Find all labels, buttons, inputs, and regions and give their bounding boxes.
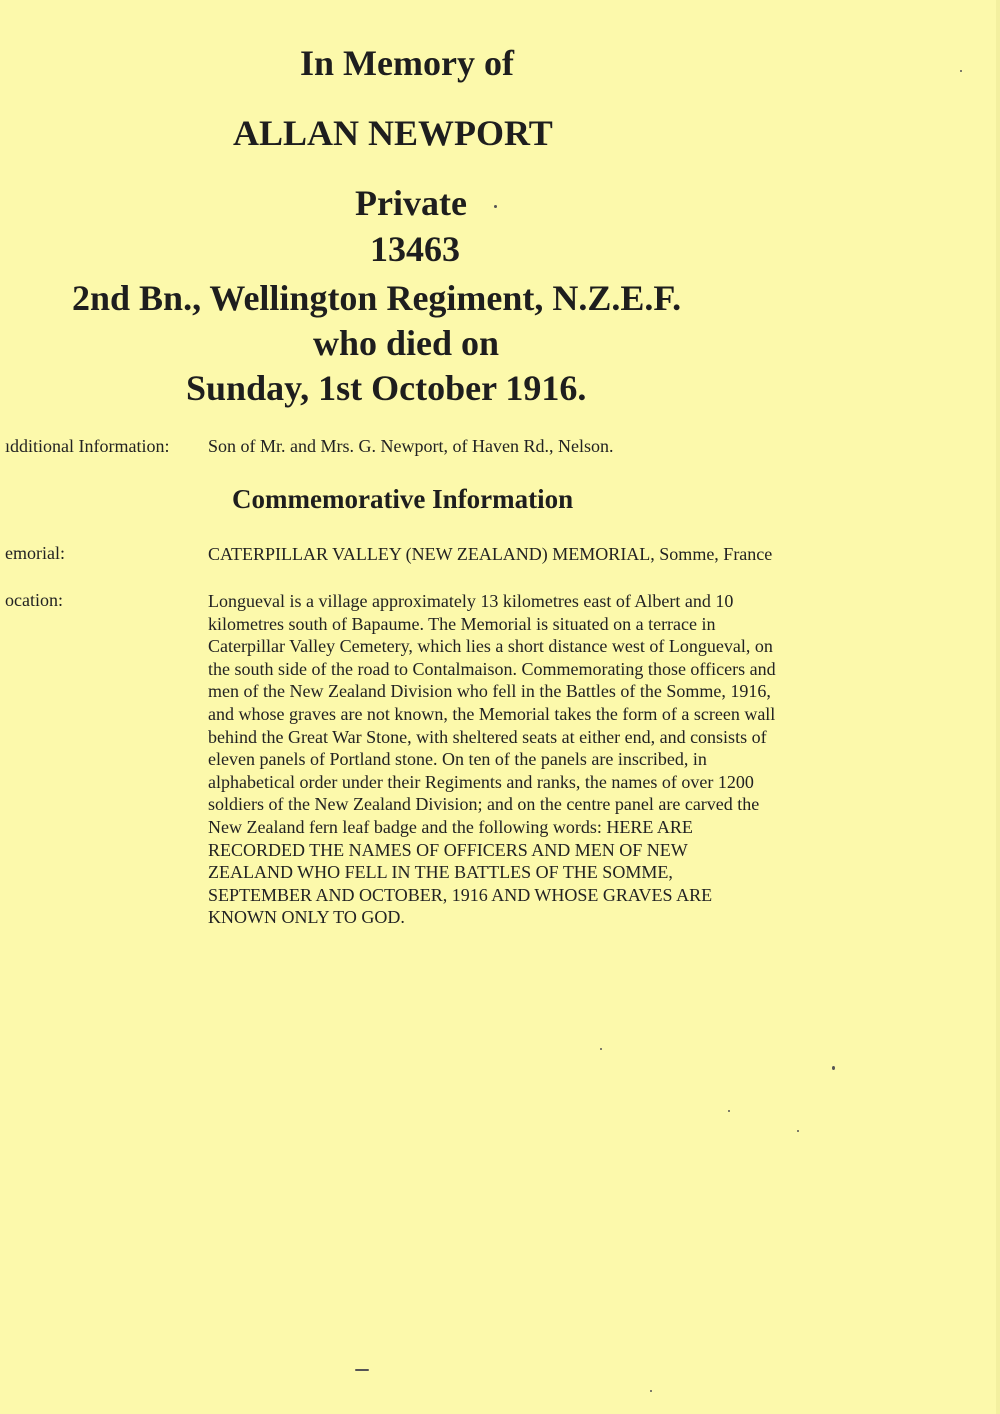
location-line: and whose graves are not known, the Memorial takes the form of a screen wall (208, 703, 776, 724)
location-line: soldiers of the New Zealand Division; and on the centre panel are carved the (208, 794, 760, 815)
location-line: RECORDED THE NAMES OF OFFICERS AND MEN OF NEW (208, 839, 688, 860)
scan-speck (832, 1066, 835, 1070)
memorial-value: CATERPILLAR VALLEY (NEW ZEALAND) MEMORIAL, Somme, France (208, 544, 773, 564)
scan-speck (355, 1369, 369, 1371)
location-line: behind the Great War Stone, with sheltered seats at either end, and consists of (208, 726, 767, 747)
location-line: alphabetical order under their Regiments and ranks, the names of over 1200 (208, 771, 754, 792)
scan-speck (960, 70, 962, 72)
soldier-unit: 2nd Bn., Wellington Regiment, N.Z.E.F. (72, 278, 682, 318)
scan-speck (600, 1048, 602, 1050)
location-line: SEPTEMBER AND OCTOBER, 1916 AND WHOSE GRAVES ARE (208, 884, 713, 905)
location-line: men of the New Zealand Division who fell in the Battles of the Somme, 1916, (208, 681, 771, 702)
in-memory-heading: In Memory of (300, 43, 514, 83)
died-on-text: who died on (313, 323, 500, 363)
scan-speck (650, 1390, 652, 1392)
location-line: Caterpillar Valley Cemetery, which lies a short distance west of Longueval, on (208, 636, 773, 657)
additional-info-label: ıdditional Information: (5, 436, 170, 456)
location-description (208, 590, 776, 929)
location-line: New Zealand fern leaf badge and the following words: HERE ARE (208, 816, 693, 837)
location-line: KNOWN ONLY TO GOD. (208, 907, 405, 928)
location-line: kilometres south of Bapaume. The Memorial is situated on a terrace in (208, 613, 716, 634)
location-label: ocation: (5, 590, 63, 610)
soldier-name: ALLAN NEWPORT (233, 113, 553, 153)
soldier-rank: Private (355, 183, 467, 223)
scan-edge (996, 0, 1000, 1414)
location-line: ZEALAND WHO FELL IN THE BATTLES OF THE SOMME, (208, 862, 673, 883)
scan-speck (494, 205, 497, 208)
scan-speck (728, 1110, 730, 1112)
service-number: 13463 (370, 229, 460, 269)
commemorative-heading: Commemorative Information (232, 484, 574, 514)
location-line: the south side of the road to Contalmaison. Commemorating those officers and (208, 658, 776, 679)
additional-info-value: Son of Mr. and Mrs. G. Newport, of Haven Rd., Nelson. (208, 436, 614, 456)
scan-speck (797, 1130, 799, 1132)
memorial-label: emorial: (5, 543, 65, 563)
location-line: Longueval is a village approximately 13 kilometres east of Albert and 10 (208, 591, 734, 611)
date-of-death: Sunday, 1st October 1916. (186, 368, 587, 408)
location-line: eleven panels of Portland stone. On ten of the panels are inscribed, in (208, 749, 707, 770)
